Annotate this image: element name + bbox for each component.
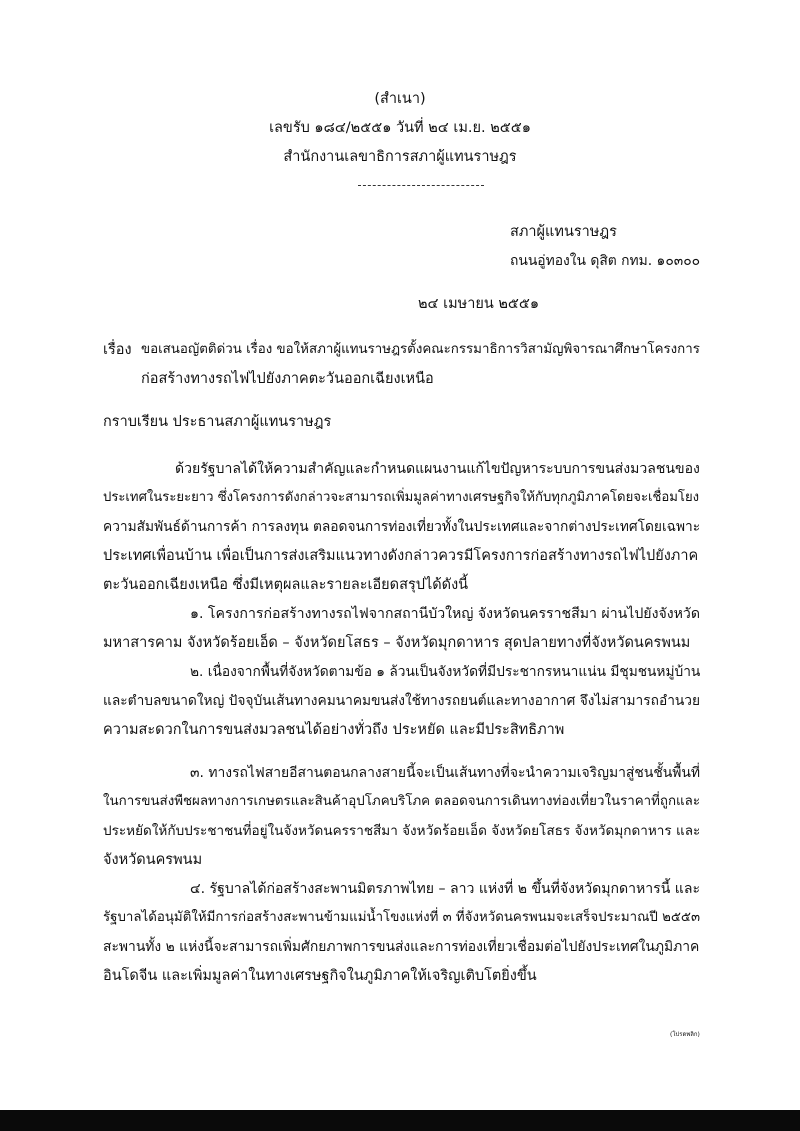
intro-line: ประเทศในระยะยาว ซึ่งโครงการดังกล่าวจะสามารถเพิ่มมูลค่าทางเศรษฐกิจให้กับทุกภูมิภาคโดยจะเชื่อมโยง — [103, 490, 700, 505]
subject-line-2: ก่อสร้างทางรถไฟไปยังภาคตะวันออกเฉียงเหนือ — [141, 371, 434, 387]
item-4-line: สะพานทั้ง ๒ แห่งนี้จะสามารถเพิ่มศักยภาพการขนส่งและการท่องเที่ยวเชื่อมต่อไปยังประเทศในภูมิภาค — [103, 939, 700, 955]
intro-line: ประเทศเพื่อนบ้าน เพื่อเป็นการส่งเสริมแนวทางดังกล่าวควรมีโครงการก่อสร้างทางรถไฟไปยังภาค — [103, 548, 699, 564]
letter-date: ๒๔ เมษายน ๒๕๕๑ — [418, 296, 540, 312]
item-1-line: ๑. โครงการก่อสร้างทางรถไฟจากสถานีบัวใหญ่ จังหวัดนครราชสีมา ผ่านไปยังจังหวัด — [190, 606, 701, 622]
intro-line: ด้วยรัฐบาลได้ให้ความสำคัญและกำหนดแผนงานแก้ไขปัญหาระบบการขนส่งมวลชนของ — [175, 461, 700, 477]
intro-line: ตะวันออกเฉียงเหนือ ซึ่งมีเหตุผลและรายละเอียดสรุปได้ดังนี้ — [103, 577, 469, 593]
address-line-1: สภาผู้แทนราษฎร — [510, 224, 617, 240]
receipt-number: เลขรับ ๑๘๔/๒๕๕๑ วันที่ ๒๔ เม.ย. ๒๕๕๑ — [269, 120, 531, 136]
salutation: กราบเรียน ประธานสภาผู้แทนราษฎร — [103, 414, 332, 430]
item-2-line: ความสะดวกในการขนส่งมวลชนได้อย่างทั่วถึง ประหยัด และมีประสิทธิภาพ — [103, 722, 565, 738]
item-4-line: รัฐบาลได้อนุมัติให้มีการก่อสร้างสะพานข้ามแม่น้ำโขงแห่งที่ ๓ ที่จังหวัดนครพนมจะเสร็จประมาณปี ๒๕๕๓ — [103, 910, 701, 925]
item-3-line: ประหยัดให้กับประชาชนที่อยู่ในจังหวัดนครราชสีมา จังหวัดร้อยเอ็ด จังหวัดยโสธร จังหวัดมุกดาหาร และ — [103, 823, 701, 839]
item-3-line: จังหวัดนครพนม — [103, 852, 203, 868]
header-divider — [358, 185, 484, 186]
item-1-line: มหาสารคาม จังหวัดร้อยเอ็ด – จังหวัดยโสธร – จังหวัดมุกดาหาร สุดปลายทางที่จังหวัดนครพนม — [103, 635, 691, 651]
copy-mark: (สำเนา) — [374, 91, 426, 107]
item-3-line: ๓. ทางรถไฟสายอีสานตอนกลางสายนี้จะเป็นเส้นทางที่จะนำความเจริญมาสู่ชนชั้นพื้นที่ — [190, 765, 701, 781]
intro-line: ความสัมพันธ์ด้านการค้า การลงทุน ตลอดจนการท่องเที่ยวทั้งในประเทศและจากต่างประเทศโดยเฉพาะ — [103, 519, 701, 535]
item-2-line: และตำบลขนาดใหญ่ ปัจจุบันเส้นทางคมนาคมขนส่งใช้ทางรถยนต์และทางอากาศ จึงไม่สามารถอำนวย — [103, 693, 701, 709]
turn-over-note: (โปรดพลิก) — [670, 1031, 700, 1038]
subject-label: เรื่อง — [103, 342, 132, 358]
item-4-line: อินโดจีน และเพิ่มมูลค่าในทางเศรษฐกิจในภูมิภาคให้เจริญเติบโตยิ่งขึ้น — [103, 968, 537, 984]
office-name: สำนักงานเลขาธิการสภาผู้แทนราษฎร — [283, 149, 517, 165]
scan-bottom-edge — [0, 1110, 800, 1131]
item-2-line: ๒. เนื่องจากพื้นที่จังหวัดตามข้อ ๑ ล้วนเป็นจังหวัดที่มีประชากรหนาแน่น มีชุมชนหมู่บ้าน — [190, 664, 701, 680]
subject-line-1: ขอเสนอญัตติด่วน เรื่อง ขอให้สภาผู้แทนราษฎรตั้งคณะกรรมาธิการวิสามัญพิจารณาศึกษาโครงการ — [141, 342, 700, 357]
item-3-line: ในการขนส่งพืชผลทางการเกษตรและสินค้าอุปโภคบริโภค ตลอดจนการเดินทางท่องเที่ยวในราคาที่ถูกและ — [103, 794, 700, 809]
item-4-line: ๔. รัฐบาลได้ก่อสร้างสะพานมิตรภาพไทย – ลาว แห่งที่ ๒ ขึ้นที่จังหวัดมุกดาหารนี้ และ — [190, 881, 701, 897]
address-line-2: ถนนอู่ทองใน ดุสิต กทม. ๑๐๓๐๐ — [510, 253, 701, 269]
